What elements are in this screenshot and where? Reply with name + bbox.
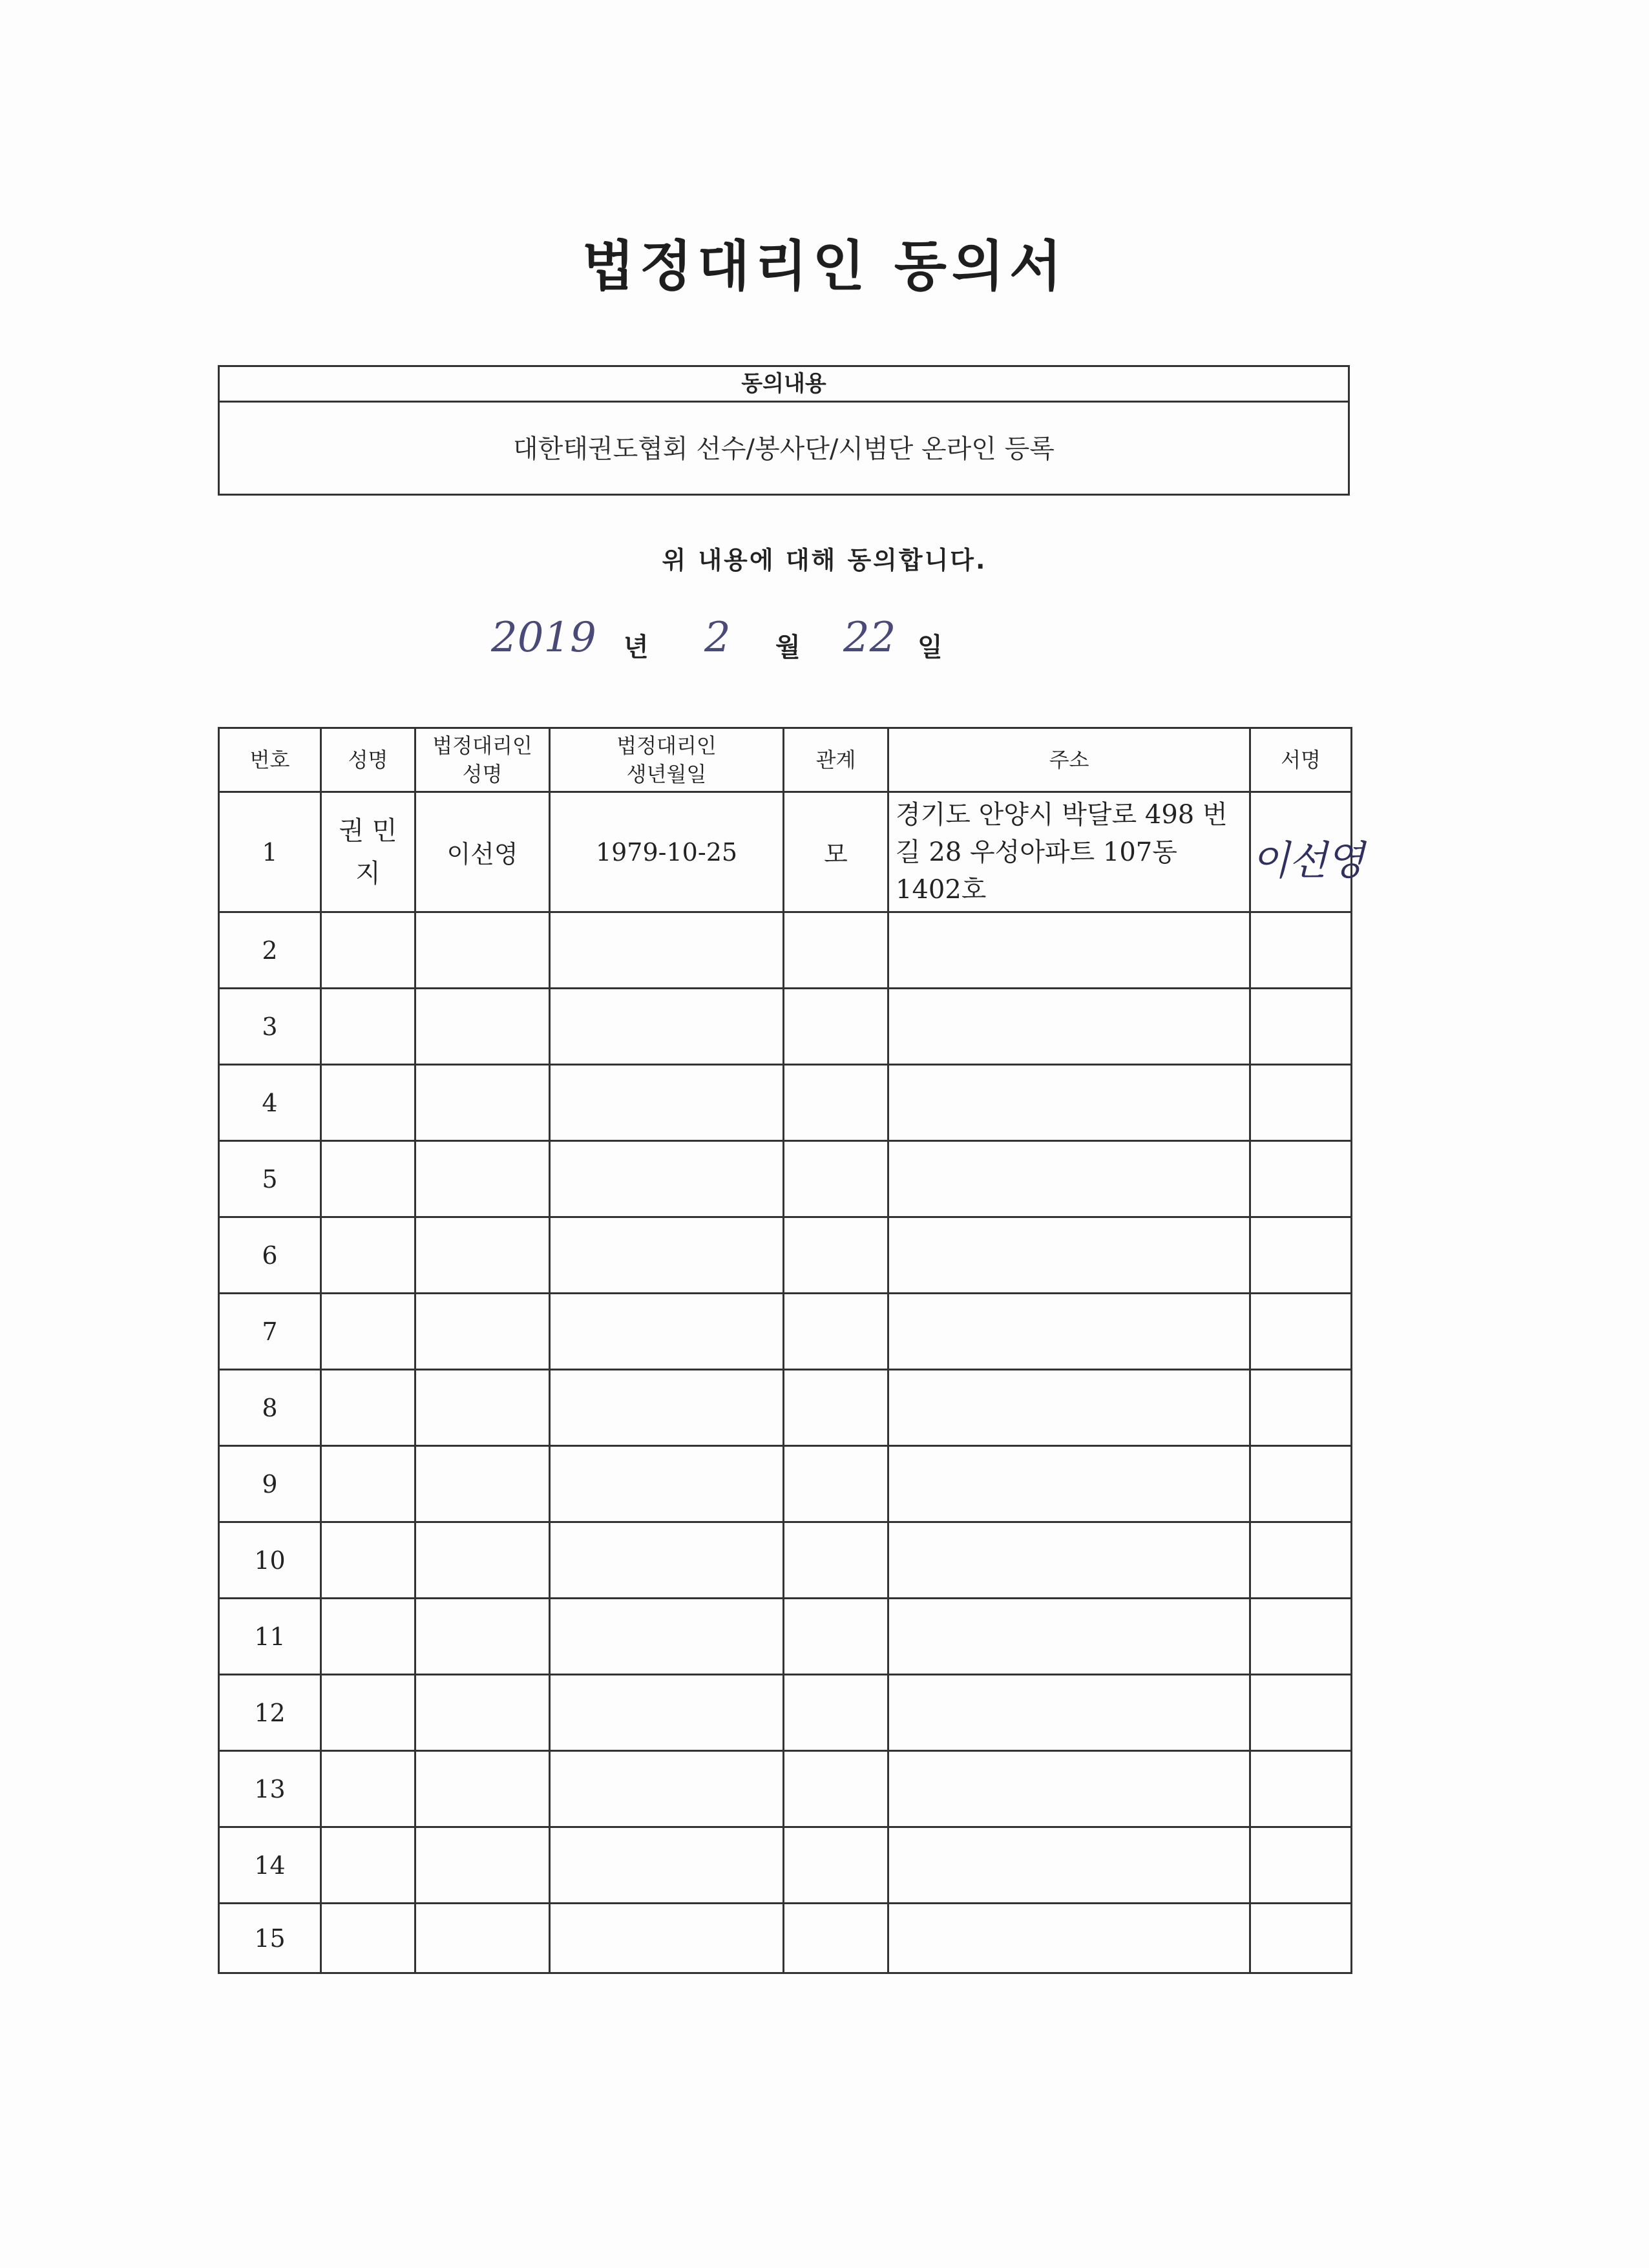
row-number: 13 (219, 1751, 321, 1827)
table-row (219, 1904, 1352, 1973)
row-number: 10 (219, 1522, 321, 1599)
table-row (219, 1370, 1352, 1446)
table-row (219, 1522, 1352, 1599)
table-row (219, 1675, 1352, 1751)
table-row (219, 1294, 1352, 1370)
consent-heading: 동의내용 (220, 367, 1348, 403)
row-number: 8 (219, 1370, 321, 1446)
row-number: 14 (219, 1827, 321, 1904)
table-row (219, 1065, 1352, 1141)
rep-birthdate: 1979-10-25 (550, 792, 784, 912)
relation: 모 (784, 792, 888, 912)
header-address: 주소 (888, 728, 1250, 792)
address: 경기도 안양시 박달로 498 번길 28 우성아파트 107동 1402호 (888, 792, 1250, 912)
rep-name: 이선영 (415, 792, 550, 912)
date-year-unit: 년 (624, 633, 649, 662)
row-number: 3 (219, 989, 321, 1065)
table-row (219, 989, 1352, 1065)
date-month: 2 (704, 614, 731, 662)
date-row (491, 614, 1073, 672)
table-row (219, 1599, 1352, 1675)
header-rep-birth: 법정대리인 생년월일 (550, 728, 784, 792)
table-row (219, 792, 1352, 912)
consent-content: 대한태권도협회 선수/봉사단/시범단 온라인 등록 (513, 434, 1055, 464)
row-number: 2 (219, 912, 321, 989)
page-title: 법정대리인 동의서 (582, 235, 1067, 298)
table-row (219, 912, 1352, 989)
header-relation: 관계 (784, 728, 888, 792)
row-number: 1 (219, 792, 321, 912)
registration-table (218, 727, 1363, 1974)
row-number: 9 (219, 1446, 321, 1522)
header-name: 성명 (321, 728, 415, 792)
row-number: 5 (219, 1141, 321, 1217)
row-number: 7 (219, 1294, 321, 1370)
table-row (219, 1217, 1352, 1294)
row-number: 6 (219, 1217, 321, 1294)
date-day: 22 (843, 614, 896, 662)
table-row (219, 1827, 1352, 1904)
student-name: 권 민 지 (321, 792, 415, 912)
row-number: 15 (219, 1904, 321, 1973)
date-year: 2019 (491, 614, 596, 662)
row-number: 4 (219, 1065, 321, 1141)
date-month-unit: 월 (775, 633, 801, 662)
date-day-unit: 일 (918, 633, 943, 662)
signature-cell (1250, 792, 1363, 912)
header-signature: 서명 (1250, 728, 1352, 792)
header-no: 번호 (219, 728, 321, 792)
handwritten-signature: 이선영 (1251, 837, 1363, 884)
row-number: 12 (219, 1675, 321, 1751)
row-number: 11 (219, 1599, 321, 1675)
header-rep-name: 법정대리인 성명 (415, 728, 550, 792)
table-row (219, 1446, 1352, 1522)
consent-box (218, 365, 1350, 496)
table-header-row (219, 728, 1352, 792)
agreement-statement: 위 내용에 대해 동의합니다. (662, 546, 987, 574)
table-row (219, 1751, 1352, 1827)
table-row (219, 1141, 1352, 1217)
